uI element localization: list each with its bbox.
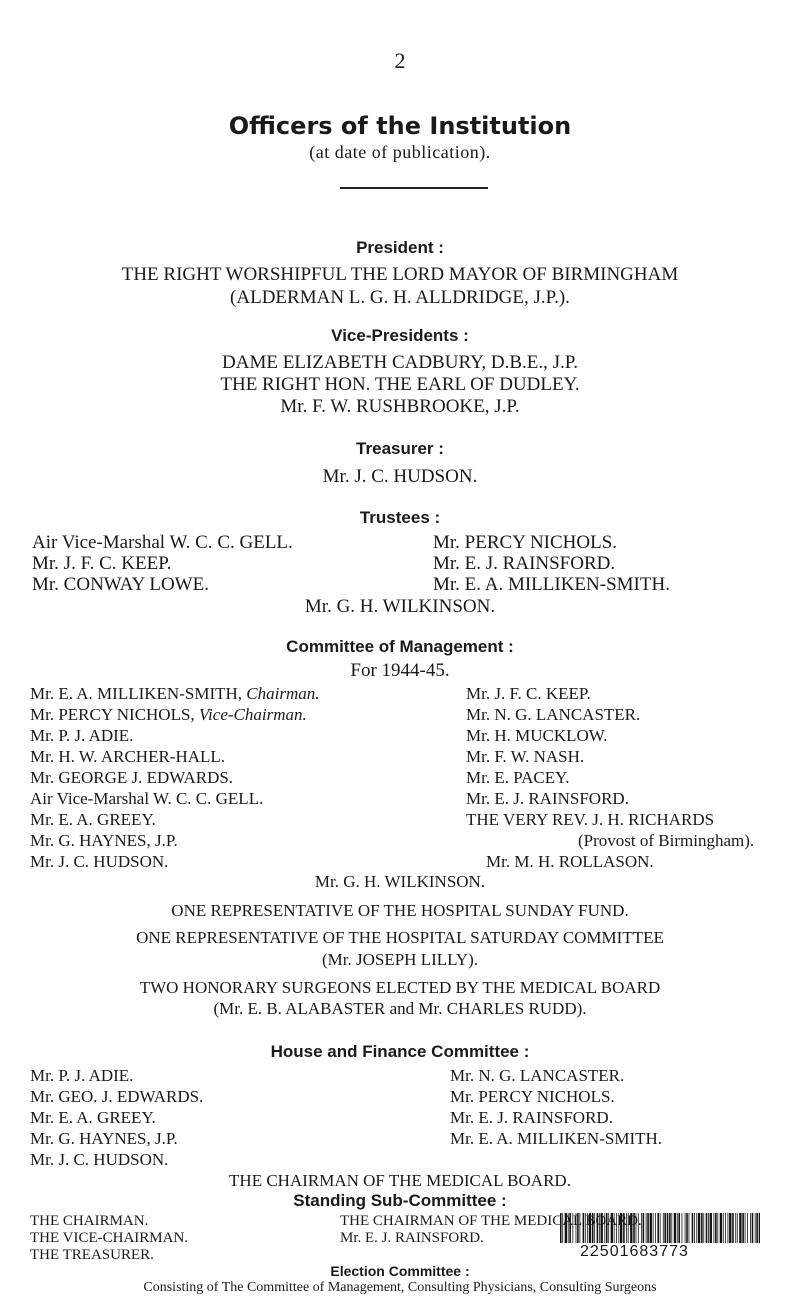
- barcode-bar: [729, 1213, 731, 1243]
- barcode-bar: [650, 1213, 652, 1243]
- trustee-left: Mr. J. F. C. KEEP.: [32, 553, 172, 574]
- committee-note: (Mr. E. B. ALABASTER and Mr. CHARLES RUDD).: [213, 999, 587, 1018]
- divider-rule: [340, 187, 488, 189]
- barcode-bar: [717, 1213, 718, 1243]
- committee-member-right: Mr. N. G. LANCASTER.: [466, 705, 641, 724]
- barcode-bar: [678, 1213, 680, 1243]
- barcode-bar: [708, 1213, 709, 1243]
- page-number: 2: [394, 48, 406, 73]
- barcode-bar: [747, 1213, 748, 1243]
- president-line: (ALDERMAN L. G. H. ALLDRIDGE, J.P.).: [230, 287, 570, 308]
- barcode-bar: [643, 1213, 645, 1243]
- election-heading: Election Committee :: [330, 1263, 470, 1279]
- committee-member-right: Mr. J. F. C. KEEP.: [466, 684, 591, 703]
- standing-left: THE CHAIRMAN.: [30, 1213, 149, 1229]
- house-finance-left: Mr. E. A. GREEY.: [30, 1108, 156, 1127]
- barcode-bar: [752, 1213, 754, 1243]
- president-heading: President :: [356, 238, 444, 257]
- election-text: Consisting of The Committee of Management, Consulting Physicians, Consulting Surgeons: [143, 1280, 657, 1295]
- committee-note: TWO HONORARY SURGEONS ELECTED BY THE MEDICAL BOARD: [139, 978, 661, 997]
- committee-member-right: Mr. E. J. RAINSFORD.: [466, 789, 629, 808]
- trustee-right: Mr. E. J. RAINSFORD.: [433, 553, 616, 574]
- barcode-bar: [696, 1213, 697, 1243]
- barcode-bar: [742, 1213, 744, 1243]
- barcode-bar: [689, 1213, 690, 1243]
- barcode-bar: [686, 1213, 688, 1243]
- vice-president-line: Mr. F. W. RUSHBROOKE, J.P.: [280, 396, 520, 417]
- house-finance-left: Mr. P. J. ADIE.: [30, 1066, 134, 1085]
- barcode-bar: [703, 1213, 704, 1243]
- barcode-bar: [677, 1213, 678, 1243]
- barcode-bar: [660, 1213, 661, 1243]
- barcode-bar: [657, 1213, 659, 1243]
- committee-member-right: Mr. M. H. ROLLASON.: [486, 852, 654, 871]
- barcode-bar: [674, 1213, 676, 1243]
- barcode-bar: [685, 1213, 686, 1243]
- barcode-bar: [725, 1213, 726, 1243]
- standing-left: THE VICE-CHAIRMAN.: [30, 1230, 189, 1246]
- house-finance-left: Mr. J. C. HUDSON.: [30, 1150, 169, 1169]
- committee-member-left: Mr. P. J. ADIE.: [30, 726, 134, 745]
- barcode-bar: [710, 1213, 712, 1243]
- committee-member-left: Mr. PERCY NICHOLS, Vice-Chairman.: [30, 705, 307, 724]
- page-title: Officers of the Institution: [228, 112, 572, 140]
- barcode-bar: [715, 1213, 717, 1243]
- house-finance-right: Mr. PERCY NICHOLS.: [450, 1087, 615, 1106]
- committee-member-left: Mr. GEORGE J. EDWARDS.: [30, 768, 234, 787]
- president-line: THE RIGHT WORSHIPFUL THE LORD MAYOR OF BIRMINGHAM: [121, 264, 679, 285]
- trustee-left: Air Vice-Marshal W. C. C. GELL.: [32, 532, 293, 553]
- committee-heading: Committee of Management :: [286, 637, 514, 656]
- barcode-bar: [714, 1213, 715, 1243]
- standing-left: THE TREASURER.: [30, 1247, 154, 1263]
- house-finance-right: Mr. E. A. MILLIKEN-SMITH.: [450, 1129, 663, 1148]
- committee-note: ONE REPRESENTATIVE OF THE HOSPITAL SATURDAY COMMITTEE: [136, 928, 664, 947]
- house-finance-center: THE CHAIRMAN OF THE MEDICAL BOARD.: [229, 1171, 571, 1190]
- barcode-bar: [701, 1213, 703, 1243]
- standing-right: Mr. E. J. RAINSFORD.: [340, 1230, 484, 1246]
- barcode-bar: [759, 1213, 760, 1243]
- house-finance-left: Mr. GEO. J. EDWARDS.: [30, 1087, 204, 1106]
- trustee-right: Mr. E. A. MILLIKEN-SMITH.: [433, 574, 670, 595]
- house-finance-left: Mr. G. HAYNES, J.P.: [30, 1129, 178, 1148]
- committee-member-right: Mr. E. PACEY.: [466, 768, 570, 787]
- committee-member-right: THE VERY REV. J. H. RICHARDS: [466, 810, 715, 829]
- trustee-left: Mr. CONWAY LOWE.: [32, 574, 209, 595]
- barcode-bar: [723, 1213, 724, 1243]
- barcode-bar: [706, 1213, 708, 1243]
- trustees-heading: Trustees :: [359, 508, 441, 527]
- vice-president-line: THE RIGHT HON. THE EARL OF DUDLEY.: [220, 374, 580, 395]
- committee-member-right: Mr. F. W. NASH.: [466, 747, 585, 766]
- barcode-bar: [655, 1213, 656, 1243]
- committee-center: Mr. G. H. WILKINSON.: [314, 872, 486, 891]
- vice-president-line: DAME ELIZABETH CADBURY, D.B.E., J.P.: [222, 352, 578, 373]
- barcode-bar: [646, 1213, 647, 1243]
- barcode-bar: [735, 1213, 736, 1243]
- barcode-bar: [669, 1213, 671, 1243]
- committee-note: (Mr. JOSEPH LILLY).: [321, 950, 478, 969]
- barcode-bar: [737, 1213, 738, 1243]
- committee-member-right: Mr. H. MUCKLOW.: [466, 726, 608, 745]
- trustee-right: Mr. PERCY NICHOLS.: [433, 532, 618, 553]
- barcode-bar: [750, 1213, 751, 1243]
- committee-member-left: Mr. E. A. MILLIKEN-SMITH, Chairman.: [30, 684, 320, 703]
- committee-note: ONE REPRESENTATIVE OF THE HOSPITAL SUNDAY FUND.: [171, 901, 629, 920]
- page-subtitle: (at date of publication).: [309, 142, 491, 162]
- vice-presidents-heading: Vice-Presidents :: [331, 326, 469, 345]
- barcode-bar: [682, 1213, 683, 1243]
- trustee-center: Mr. G. H. WILKINSON.: [304, 596, 496, 617]
- barcode-bar: [755, 1213, 756, 1243]
- standing-right: THE CHAIRMAN OF THE MEDICAL BOARD.: [340, 1213, 642, 1229]
- committee-member-left: Air Vice-Marshal W. C. C. GELL.: [30, 789, 264, 808]
- treasurer-name: Mr. J. C. HUDSON.: [322, 466, 478, 487]
- standing-heading: Standing Sub-Committee :: [293, 1191, 507, 1210]
- committee-member-left: Mr. G. HAYNES, J.P.: [30, 831, 178, 850]
- committee-period: For 1944-45.: [350, 660, 450, 681]
- barcode-bar: [692, 1213, 694, 1243]
- barcode-bar: [739, 1213, 741, 1243]
- barcode-bar: [732, 1213, 734, 1243]
- barcode-bar: [694, 1213, 695, 1243]
- barcode-bar: [663, 1213, 664, 1243]
- barcode-bar: [756, 1213, 758, 1243]
- barcode-bar: [664, 1213, 666, 1243]
- house-finance-heading: House and Finance Committee :: [270, 1042, 530, 1061]
- committee-member-left: Mr. J. C. HUDSON.: [30, 852, 169, 871]
- house-finance-right: Mr. E. J. RAINSFORD.: [450, 1108, 613, 1127]
- barcode-bar: [671, 1213, 672, 1243]
- committee-member-left: Mr. H. W. ARCHER-HALL.: [30, 747, 226, 766]
- barcode-bar: [698, 1213, 700, 1243]
- house-finance-right: Mr. N. G. LANCASTER.: [450, 1066, 625, 1085]
- barcode-bar: [653, 1213, 654, 1243]
- committee-member-left: Mr. E. A. GREEY.: [30, 810, 156, 829]
- barcode-number: 22501683773: [580, 1243, 689, 1260]
- committee-member-right-note: (Provost of Birmingham).: [578, 831, 755, 850]
- barcode-bar: [647, 1213, 649, 1243]
- barcode-bar: [667, 1213, 669, 1243]
- barcode-bar: [720, 1213, 722, 1243]
- treasurer-heading: Treasurer :: [356, 439, 444, 458]
- barcode-bar: [745, 1213, 746, 1243]
- barcode-bar: [728, 1213, 729, 1243]
